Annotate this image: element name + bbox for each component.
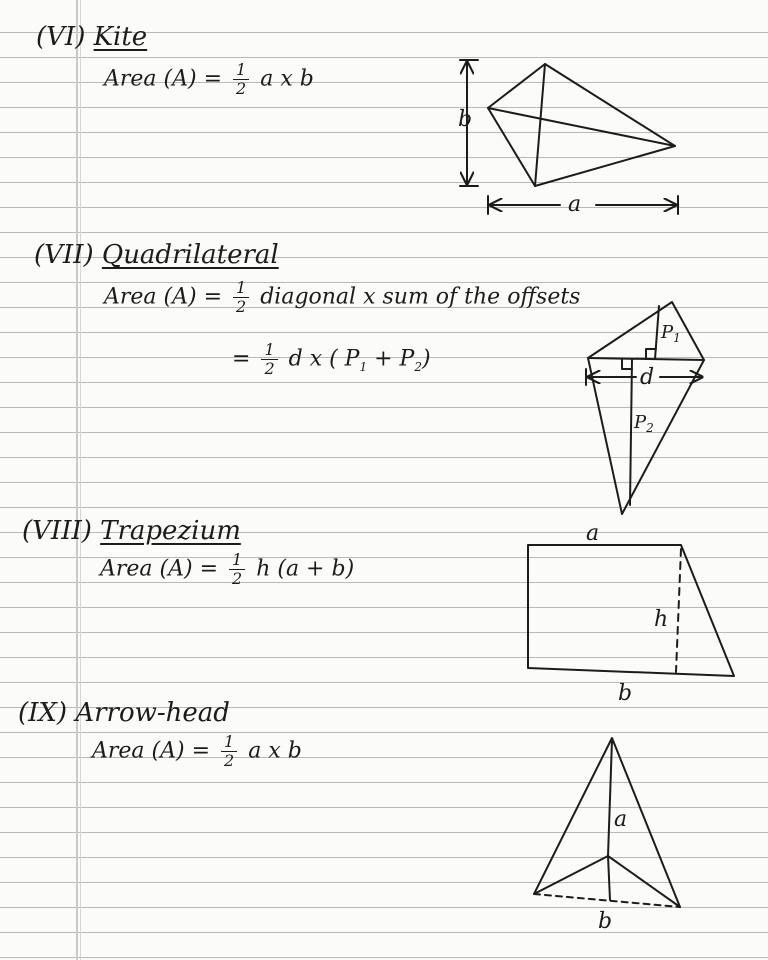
kite-formula-suffix: a x b xyxy=(260,66,314,92)
arrowhead-title: Arrow-head xyxy=(75,698,230,728)
trapezium-label-h: h xyxy=(654,607,669,632)
kite-outline xyxy=(488,64,675,186)
quadrilateral-formula-prefix: Area (A) = xyxy=(104,284,223,310)
arrowhead-outline xyxy=(534,738,680,907)
kite-figure xyxy=(458,60,678,217)
trapezium-title: Trapezium xyxy=(100,516,241,546)
quadrilateral-fraction-den: 2 xyxy=(236,297,247,316)
arrowhead-fraction-den: 2 xyxy=(224,751,235,770)
kite-formula-prefix: Area (A) = xyxy=(104,66,223,92)
arrowhead-height-a xyxy=(608,740,612,856)
arrowhead-base-b xyxy=(534,894,680,907)
quadrilateral-label-p2-sub: 2 xyxy=(646,421,654,435)
kite-diagonal-b xyxy=(535,64,545,186)
quadrilateral-label-p1-letter: P xyxy=(661,322,674,343)
kite-title: Kite xyxy=(93,22,148,52)
quadrilateral-outline xyxy=(588,302,704,514)
quadrilateral-label-d: d xyxy=(640,365,655,390)
arrowhead-formula-suffix: a x b xyxy=(248,738,302,764)
kite-fraction-den: 2 xyxy=(236,79,247,98)
kite-label-a: a xyxy=(568,192,582,217)
quadrilateral-formula-suffix: diagonal x sum of the offsets xyxy=(260,284,581,310)
kite-diagonal-a xyxy=(488,108,675,146)
trapezium-figure xyxy=(528,521,734,706)
quadrilateral-figure xyxy=(586,302,704,514)
trapezium-formula-suffix: h (a + b) xyxy=(256,556,355,582)
trapezium-formula-prefix: Area (A) = xyxy=(100,556,219,582)
trapezium-label-a: a xyxy=(586,521,600,546)
quadrilateral-label-p2 xyxy=(633,412,654,435)
arrowhead-label-b: b xyxy=(598,909,613,934)
quadrilateral-title: Quadrilateral xyxy=(101,240,279,270)
quadrilateral-label-p1-sub: 1 xyxy=(673,331,681,345)
kite-numeral: (VI) xyxy=(36,22,86,52)
kite-fraction-num: 1 xyxy=(233,62,249,80)
arrowhead-fraction-num: 1 xyxy=(221,734,237,752)
quadrilateral-numeral: (VII) xyxy=(34,240,94,270)
quadrilateral-offset-p2 xyxy=(630,359,632,505)
quadrilateral-formula2-prefix: = xyxy=(232,346,251,372)
arrowhead-figure xyxy=(534,738,680,934)
arrowhead-numeral: (IX) xyxy=(18,698,68,728)
trapezium-fraction-num: 1 xyxy=(229,552,245,570)
quadrilateral-formula2-sub2: 2 xyxy=(414,359,422,374)
quadrilateral-formula2-mid: + P xyxy=(367,346,415,372)
trapezium-label-b: b xyxy=(618,681,633,706)
trapezium-fraction-den: 2 xyxy=(232,569,243,588)
trapezium-height xyxy=(676,549,681,672)
quadrilateral-label-p1 xyxy=(660,322,681,345)
quadrilateral-formula2-end: ) xyxy=(422,346,431,372)
trapezium-numeral: (VIII) xyxy=(22,516,92,546)
quadrilateral-formula2-main: d x ( P xyxy=(288,346,360,372)
arrowhead-b-offset xyxy=(608,856,610,900)
kite-label-b: b xyxy=(458,107,473,132)
arrowhead-label-a: a xyxy=(614,807,628,832)
quadrilateral-fraction2-num: 1 xyxy=(261,342,277,360)
quadrilateral-formula2-sub1: 1 xyxy=(359,359,368,374)
quadrilateral-fraction2-den: 2 xyxy=(264,359,275,378)
quadrilateral-right-angle-2 xyxy=(622,359,632,369)
quadrilateral-label-p2-letter: P xyxy=(634,412,647,433)
arrowhead-formula-prefix: Area (A) = xyxy=(92,738,211,764)
trapezium-outline xyxy=(528,545,734,676)
quadrilateral-fraction-num: 1 xyxy=(233,280,249,298)
